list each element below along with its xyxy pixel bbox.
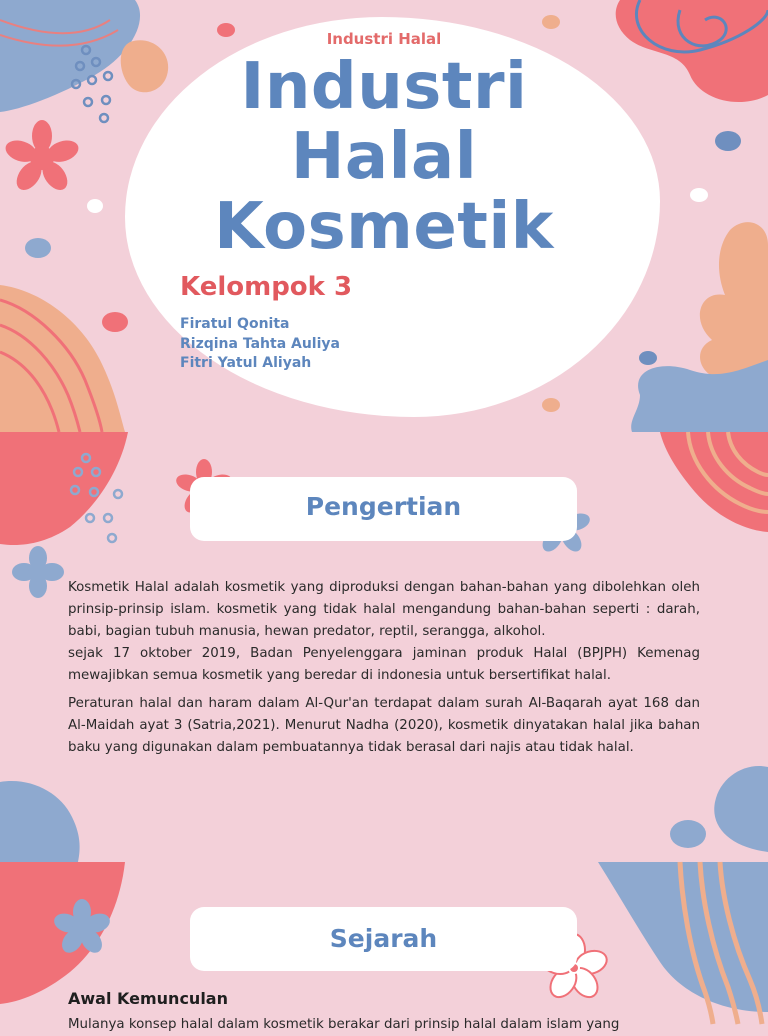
paragraph: Peraturan halal dan haram dalam Al-Qur'an terdapat dalam surah Al-Baqarah ayat 168 dan Al-Maidah ayat 3 (Satria,2021). Menurut Nadha (2020), kosmetik dinyatakan halal jika bahan baku yang digunakan dalam pembuatannya tidak berasal dari najis atau tidak halal. — [68, 696, 700, 755]
cover-page — [0, 0, 768, 432]
pengertian-heading: Pengertian — [305, 492, 462, 521]
sejarah-text: Mulanya konsep halal dalam kosmetik berakar dari prinsip halal dalam islam yang — [68, 1017, 620, 1032]
member-name: Firatul Qonita — [180, 316, 290, 332]
title-line-2: Halal — [290, 120, 478, 194]
title-line-3: Kosmetik — [214, 190, 554, 264]
member-name: Rizqina Tahta Auliya — [180, 336, 340, 352]
cover-label: Industri Halal — [326, 30, 442, 48]
paragraph: Kosmetik Halal adalah kosmetik yang diproduksi dengan bahan-bahan yang dibolehkan oleh prinsip-prinsip islam. kosmetik yang tidak halal mengandung bahan-bahan seperti : darah, babi, bagian tubuh manusia, hewan predator, reptil, serangga, alkohol. — [68, 580, 700, 639]
paragraph: sejak 17 oktober 2019, Badan Penyelenggara jaminan produk Halal (BPJPH) Kemenag mewajibkan semua kosmetik yang beredar di indonesia untuk bersertifikat halal. — [68, 646, 700, 683]
group-name: Kelompok 3 — [180, 272, 353, 302]
sejarah-heading: Sejarah — [329, 924, 438, 953]
member-name: Fitri Yatul Aliyah — [180, 355, 312, 371]
sejarah-subheading: Awal Kemunculan — [68, 989, 228, 1008]
pengertian-page — [0, 432, 768, 862]
title-line-1: Industri — [240, 50, 528, 124]
pengertian-text — [68, 577, 700, 759]
sejarah-page — [0, 862, 768, 1032]
